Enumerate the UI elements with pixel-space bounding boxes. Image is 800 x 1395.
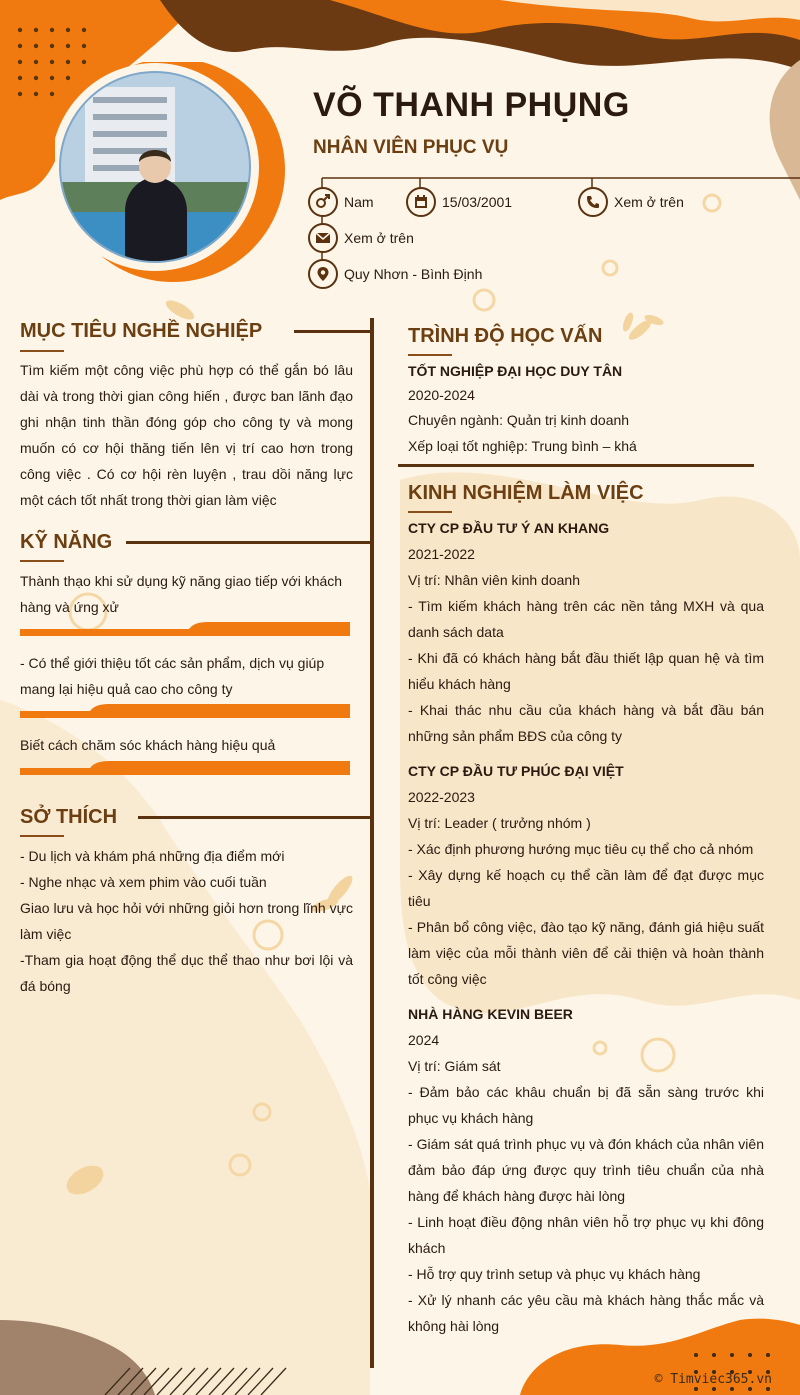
objective-rule	[294, 330, 372, 333]
job-duty: - Xác định phương hướng mục tiêu cụ thể cho cả nhóm	[408, 841, 754, 857]
job-duty: - Phân bổ công việc, đào tạo kỹ năng, đánh giá hiệu suất làm việc của mỗi thành viên để cải thiện và hoàn thành tốt công việc	[408, 919, 764, 987]
job-duty: - Xây dựng kế hoạch cụ thể cần làm để đạt được mục tiêu	[408, 867, 764, 909]
hobby-item: Giao lưu và học hỏi với những giỏi hơn trong lĩnh vực làm việc	[20, 900, 353, 942]
skill-item: - Có thể giới thiệu tốt các sản phẩm, dịch vụ giúp mang lại hiệu quả cao cho công ty	[20, 655, 325, 697]
job-duty: - Giám sát quá trình phục vụ và đón khách của nhân viên đảm bảo đáp ứng được quy trình tiêu chuẩn của nhà hàng để khách hàng được hài lòng	[408, 1136, 764, 1204]
contact-dob	[406, 187, 512, 217]
objective-underline	[20, 350, 64, 352]
job-position: Vị trí: Leader ( trưởng nhóm )	[408, 815, 591, 831]
email-icon	[308, 223, 338, 253]
job-position: Vị trí: Nhân viên kinh doanh	[408, 572, 580, 588]
job-company: NHÀ HÀNG KEVIN BEER	[408, 1006, 573, 1022]
education-rule	[398, 464, 754, 467]
hobby-item: -Tham gia hoạt động thể dục thể thao như bơi lội và đá bóng	[20, 952, 353, 994]
skill-item: Thành thạo khi sử dụng kỹ năng giao tiếp với khách hàng và ứng xử	[20, 573, 343, 615]
hobbies-rule	[138, 816, 372, 819]
skill-bar	[20, 704, 350, 718]
gender-value: Nam	[344, 194, 374, 210]
job-duty: - Xử lý nhanh các yêu cầu mà khách hàng thắc mắc và không hài lòng	[408, 1292, 764, 1334]
job-company: CTY CP ĐẦU TƯ Ý AN KHANG	[408, 520, 610, 536]
job-position: Vị trí: Giám sát	[408, 1058, 501, 1074]
location-icon	[308, 259, 338, 289]
address-value: Quy Nhơn - Bình Định	[344, 266, 483, 282]
hobbies-underline	[20, 835, 64, 837]
job-years: 2024	[408, 1032, 440, 1048]
education-underline	[408, 354, 452, 356]
objective-text: Tìm kiếm một công việc phù hợp có thể gắn bó lâu dài và trong thời gian công hiến , được ban lãnh đạo ghi nhận tinh thần đóng góp cho công ty và mong muốn có cơ hội thăng tiến lên vị trí cao hơn trong công việc . Có cơ hội rèn luyện , trau dồi năng lực một cách tốt nhất trong thời gian làm việc	[20, 362, 353, 508]
objective-title: MỤC TIÊU NGHỀ NGHIỆP	[20, 320, 263, 342]
skills-underline	[20, 560, 64, 562]
hobby-item: - Du lịch và khám phá những địa điểm mới	[20, 848, 285, 864]
job-duty: - Đảm bảo các khâu chuẩn bị đã sẵn sàng trước khi phục vụ khách hàng	[408, 1084, 764, 1126]
job-entry	[408, 758, 764, 992]
job-years: 2021-2022	[408, 546, 475, 562]
hobbies-list	[20, 843, 353, 999]
column-divider	[370, 318, 374, 1368]
candidate-name: VÕ THANH PHỤNG	[313, 86, 630, 124]
phone-value: Xem ở trên	[614, 194, 684, 210]
job-entry	[408, 515, 764, 749]
contact-email	[308, 223, 414, 253]
skill-bar	[20, 761, 350, 775]
contact-phone	[578, 187, 684, 217]
contact-gender	[308, 187, 374, 217]
experience-title: KINH NGHIỆM LÀM VIỆC	[408, 482, 644, 504]
hobbies-title: SỞ THÍCH	[20, 806, 118, 828]
job-entry	[408, 1001, 764, 1339]
profile-photo	[55, 62, 255, 272]
job-company: CTY CP ĐẦU TƯ PHÚC ĐẠI VIỆT	[408, 763, 624, 779]
dob-value: 15/03/2001	[442, 194, 513, 210]
skills-rule	[126, 541, 372, 544]
watermark: © Timviec365.vn	[654, 1372, 772, 1387]
skill-item: Biết cách chăm sóc khách hàng hiệu quả	[20, 737, 276, 753]
phone-icon	[578, 187, 608, 217]
experience-underline	[408, 511, 452, 513]
education-major: Chuyên ngành: Quản trị kinh doanh	[408, 412, 630, 428]
skills-title: KỸ NĂNG	[20, 531, 113, 553]
email-value: Xem ở trên	[344, 230, 414, 246]
education-title: TRÌNH ĐỘ HỌC VẤN	[408, 325, 603, 347]
education-school: TỐT NGHIỆP ĐẠI HỌC DUY TÂN	[408, 363, 623, 379]
job-duty: - Khai thác nhu cầu của khách hàng và bắt đầu bán những sản phẩm BĐS của công ty	[408, 702, 764, 744]
job-years: 2022-2023	[408, 789, 475, 805]
job-duty: - Hỗ trợ quy trình setup và phục vụ khách hàng	[408, 1266, 701, 1282]
job-title: NHÂN VIÊN PHỤC VỤ	[313, 137, 509, 158]
hobby-item: - Nghe nhạc và xem phim vào cuối tuần	[20, 874, 267, 890]
contact-address	[308, 259, 482, 289]
job-duty: - Tìm kiếm khách hàng trên các nền tảng MXH và qua danh sách data	[408, 598, 764, 640]
job-duty: - Khi đã có khách hàng bắt đầu thiết lập quan hệ và tìm hiểu khách hàng	[408, 650, 764, 692]
skill-bar	[20, 622, 350, 636]
education-years: 2020-2024	[408, 387, 475, 403]
job-duty: - Linh hoạt điều động nhân viên hỗ trợ phục vụ khi đông khách	[408, 1214, 764, 1256]
calendar-icon	[406, 187, 436, 217]
education-grade: Xếp loại tốt nghiệp: Trung bình – khá	[408, 438, 637, 454]
gender-icon	[308, 187, 338, 217]
